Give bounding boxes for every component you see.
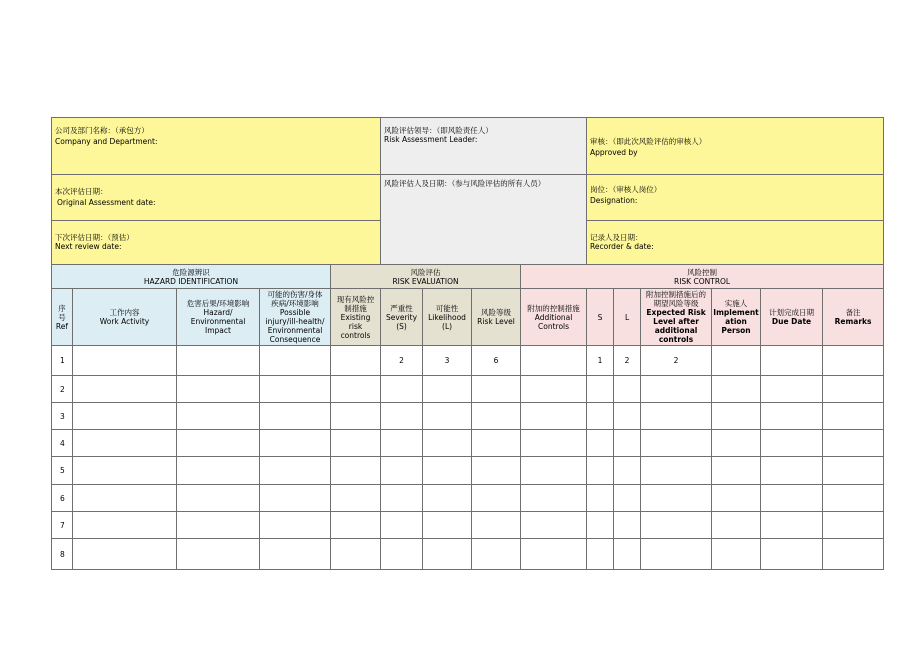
- company-cell[interactable]: [52, 118, 381, 175]
- col-duedate-zh: 计划完成日期: [769, 308, 815, 317]
- col-header-consequence: [260, 289, 331, 346]
- col-header-remarks: [823, 289, 884, 346]
- col-expected-en2: Level after: [653, 317, 699, 326]
- cell-additional-controls[interactable]: [521, 430, 587, 457]
- cell-remarks[interactable]: [823, 457, 884, 485]
- col-header-hazard: [177, 289, 260, 346]
- col-remarks-zh: 备注: [845, 308, 861, 317]
- table-row: [52, 346, 884, 376]
- cell-s[interactable]: [587, 430, 614, 457]
- recorder-label-zh: 记录人及日期：: [590, 233, 643, 242]
- col-additional-zh: 附加的控制措施: [527, 303, 580, 313]
- approved-label-en: Approved by: [590, 148, 638, 157]
- cell-consequence[interactable]: [260, 376, 331, 403]
- cell-existing-controls[interactable]: [331, 346, 381, 376]
- cell-existing-controls[interactable]: [331, 457, 381, 485]
- cell-implementation-person[interactable]: [712, 512, 761, 539]
- cell-work-activity[interactable]: [73, 376, 177, 403]
- col-severity-en2: (S): [396, 321, 407, 331]
- table-row: [52, 485, 884, 512]
- cell-work-activity[interactable]: [73, 430, 177, 457]
- approved-cell[interactable]: [587, 118, 884, 175]
- cell-implementation-person[interactable]: [712, 457, 761, 485]
- cell-severity[interactable]: [381, 403, 423, 430]
- recorder-label-en: Recorder & date:: [590, 242, 654, 251]
- cell-likelihood[interactable]: [423, 403, 472, 430]
- recorder-cell[interactable]: [587, 221, 884, 265]
- col-risklevel-zh: 风险等级: [481, 308, 512, 317]
- cell-additional-controls[interactable]: [521, 485, 587, 512]
- cell-remarks[interactable]: [823, 512, 884, 539]
- cell-likelihood[interactable]: [423, 485, 472, 512]
- cell-s[interactable]: [587, 376, 614, 403]
- leader-label-en: Risk Assessment Leader:: [384, 135, 478, 144]
- cell-additional-controls[interactable]: [521, 457, 587, 485]
- cell-l[interactable]: 2: [614, 346, 641, 376]
- cell-s[interactable]: [587, 539, 614, 570]
- company-label-en: Company and Department:: [55, 137, 158, 146]
- cell-additional-controls[interactable]: [521, 376, 587, 403]
- col-severity-zh: 严重性: [390, 303, 413, 313]
- col-additional-en2: Controls: [538, 321, 570, 331]
- cell-existing-controls[interactable]: [331, 539, 381, 570]
- col-header-l: [614, 289, 641, 346]
- cell-risk-level[interactable]: [472, 512, 521, 539]
- cell-l[interactable]: [614, 430, 641, 457]
- cell-severity[interactable]: [381, 430, 423, 457]
- col-ref-zh2: 号: [58, 312, 66, 322]
- section-hazard-en: HAZARD IDENTIFICATION: [143, 276, 239, 286]
- designation-label-zh: 岗位：（审核人岗位）: [590, 185, 662, 194]
- cell-remarks[interactable]: [823, 346, 884, 376]
- col-s-label: S: [597, 312, 603, 322]
- orig-date-label-zh: 本次评估日期：: [55, 187, 108, 196]
- cell-likelihood[interactable]: [423, 430, 472, 457]
- cell-expected-risk[interactable]: [641, 539, 712, 570]
- cell-work-activity[interactable]: [73, 346, 177, 376]
- cell-l[interactable]: [614, 457, 641, 485]
- cell-remarks[interactable]: [823, 485, 884, 512]
- cell-due-date[interactable]: [761, 512, 823, 539]
- col-activity-zh: 工作内容: [109, 308, 140, 317]
- cell-work-activity[interactable]: [73, 485, 177, 512]
- col-conseq-en3: Environmental: [267, 326, 323, 335]
- cell-ref: 4: [52, 430, 73, 457]
- cell-ref: 7: [52, 512, 73, 539]
- col-implement-en1: Implement: [713, 308, 759, 317]
- cell-severity[interactable]: [381, 457, 423, 485]
- cell-due-date[interactable]: [761, 346, 823, 376]
- col-ref-en: Ref: [55, 321, 69, 331]
- cell-s[interactable]: [587, 457, 614, 485]
- col-existing-zh2: 制措施: [344, 303, 367, 313]
- cell-implementation-person[interactable]: [712, 485, 761, 512]
- cell-s[interactable]: [587, 485, 614, 512]
- cell-remarks[interactable]: [823, 403, 884, 430]
- col-expected-en3: additional: [654, 326, 698, 335]
- cell-expected-risk[interactable]: [641, 430, 712, 457]
- cell-hazard[interactable]: [177, 430, 260, 457]
- col-conseq-zh2: 疾病/环境影响: [271, 299, 319, 308]
- cell-consequence[interactable]: [260, 457, 331, 485]
- section-hazard-identification: [52, 265, 331, 289]
- cell-expected-risk[interactable]: [641, 403, 712, 430]
- cell-l[interactable]: [614, 485, 641, 512]
- cell-hazard[interactable]: [177, 512, 260, 539]
- cell-additional-controls[interactable]: [521, 539, 587, 570]
- col-existing-zh1: 现有风险控: [336, 294, 375, 304]
- col-header-additional-controls: [521, 289, 587, 346]
- cell-severity[interactable]: [381, 512, 423, 539]
- assessors-label-zh: 风险评估人及日期：（参与风险评估的所有人员）: [384, 179, 546, 188]
- cell-ref: 1: [52, 346, 73, 376]
- cell-risk-level[interactable]: [472, 485, 521, 512]
- cell-risk-level[interactable]: 6: [472, 346, 521, 376]
- table-row: [52, 512, 884, 539]
- section-control-en: RISK CONTROL: [674, 276, 731, 286]
- cell-hazard[interactable]: [177, 485, 260, 512]
- section-risk-control: [521, 265, 884, 289]
- cell-risk-level[interactable]: [472, 430, 521, 457]
- cell-existing-controls[interactable]: [331, 403, 381, 430]
- cell-due-date[interactable]: [761, 539, 823, 570]
- col-existing-en2: risk: [348, 321, 363, 331]
- approved-label-zh: 审核：（即此次风险评估的审核人）: [590, 137, 707, 146]
- cell-implementation-person[interactable]: [712, 539, 761, 570]
- cell-due-date[interactable]: [761, 457, 823, 485]
- cell-severity[interactable]: 2: [381, 346, 423, 376]
- cell-consequence[interactable]: [260, 485, 331, 512]
- col-header-s: [587, 289, 614, 346]
- cell-existing-controls[interactable]: [331, 512, 381, 539]
- col-header-ref: [52, 289, 73, 346]
- cell-due-date[interactable]: [761, 376, 823, 403]
- col-remarks-en: Remarks: [834, 317, 872, 326]
- cell-expected-risk[interactable]: [641, 376, 712, 403]
- cell-ref: 5: [52, 457, 73, 485]
- cell-likelihood[interactable]: [423, 376, 472, 403]
- cell-implementation-person[interactable]: [712, 403, 761, 430]
- col-header-existing-controls: [331, 289, 381, 346]
- cell-s[interactable]: 1: [587, 346, 614, 376]
- col-hazard-en1: Hazard/: [203, 308, 233, 317]
- cell-risk-level[interactable]: [472, 403, 521, 430]
- cell-consequence[interactable]: [260, 539, 331, 570]
- col-conseq-en4: Consequence: [269, 335, 321, 344]
- cell-hazard[interactable]: [177, 376, 260, 403]
- cell-hazard[interactable]: [177, 346, 260, 376]
- col-implement-en2: ation: [725, 317, 747, 326]
- col-expected-en1: Expected Risk: [646, 308, 706, 317]
- col-header-due-date: [761, 289, 823, 346]
- section-eval-zh: 风险评估: [410, 267, 441, 277]
- col-expected-en4: controls: [658, 335, 694, 344]
- col-implement-zh: 实施人: [724, 299, 748, 308]
- table-row: [52, 430, 884, 457]
- col-severity-en1: Severity: [386, 312, 418, 322]
- col-hazard-zh: 危害后果/环境影响: [186, 299, 250, 308]
- cell-ref: 8: [52, 539, 73, 570]
- col-hazard-en2: Environmental: [190, 317, 246, 326]
- cell-hazard[interactable]: [177, 457, 260, 485]
- col-likelihood-en2: (L): [442, 321, 453, 331]
- cell-l[interactable]: [614, 512, 641, 539]
- section-risk-evaluation: [331, 265, 521, 289]
- cell-remarks[interactable]: [823, 430, 884, 457]
- col-expected-zh2: 期望风险等级: [653, 299, 699, 308]
- cell-existing-controls[interactable]: [331, 485, 381, 512]
- col-implement-en3: Person: [721, 326, 751, 335]
- cell-expected-risk[interactable]: 2: [641, 346, 712, 376]
- cell-ref: 6: [52, 485, 73, 512]
- designation-cell[interactable]: [587, 175, 884, 221]
- cell-remarks[interactable]: [823, 539, 884, 570]
- leader-label-zh: 风险评估领导：（即风险责任人）: [384, 126, 493, 135]
- cell-severity[interactable]: [381, 485, 423, 512]
- cell-l[interactable]: [614, 539, 641, 570]
- cell-consequence[interactable]: [260, 512, 331, 539]
- col-header-work-activity: [73, 289, 177, 346]
- cell-additional-controls[interactable]: [521, 512, 587, 539]
- cell-likelihood[interactable]: [423, 539, 472, 570]
- cell-s[interactable]: [587, 403, 614, 430]
- section-eval-en: RISK EVALUATION: [392, 276, 459, 286]
- cell-work-activity[interactable]: [73, 457, 177, 485]
- cell-work-activity[interactable]: [73, 403, 177, 430]
- cell-likelihood[interactable]: [423, 512, 472, 539]
- cell-risk-level[interactable]: [472, 457, 521, 485]
- cell-remarks[interactable]: [823, 376, 884, 403]
- orig-date-label-en: Original Assessment date:: [57, 198, 156, 207]
- cell-l[interactable]: [614, 403, 641, 430]
- table-row: [52, 376, 884, 403]
- cell-severity[interactable]: [381, 376, 423, 403]
- cell-consequence[interactable]: [260, 403, 331, 430]
- col-risklevel-en: Risk Level: [477, 317, 515, 326]
- cell-expected-risk[interactable]: [641, 457, 712, 485]
- col-l-label: L: [624, 312, 630, 322]
- col-ref-zh1: 序: [58, 303, 66, 313]
- cell-existing-controls[interactable]: [331, 376, 381, 403]
- section-hazard-zh: 危险源辨识: [172, 267, 210, 277]
- next-review-label-en: Next review date:: [55, 242, 122, 251]
- col-existing-en1: Existing: [340, 312, 371, 322]
- col-likelihood-en1: Likelihood: [428, 312, 466, 322]
- cell-hazard[interactable]: [177, 403, 260, 430]
- col-header-implementation-person: [712, 289, 761, 346]
- cell-due-date[interactable]: [761, 485, 823, 512]
- cell-likelihood[interactable]: 3: [423, 346, 472, 376]
- cell-implementation-person[interactable]: [712, 376, 761, 403]
- designation-label-en: Designation:: [590, 196, 638, 205]
- cell-severity[interactable]: [381, 539, 423, 570]
- col-conseq-zh1: 可能的伤害/身体: [267, 290, 323, 299]
- cell-consequence[interactable]: [260, 430, 331, 457]
- col-header-likelihood: [423, 289, 472, 346]
- cell-work-activity[interactable]: [73, 539, 177, 570]
- cell-ref: 2: [52, 376, 73, 403]
- section-control-zh: 风险控制: [687, 267, 718, 277]
- next-review-label-zh: 下次评估日期：（预估）: [55, 233, 134, 242]
- cell-risk-level[interactable]: [472, 539, 521, 570]
- col-header-risk-level: [472, 289, 521, 346]
- col-additional-en1: Additional: [534, 312, 573, 322]
- cell-ref: 3: [52, 403, 73, 430]
- assessors-cell[interactable]: [381, 175, 587, 265]
- cell-existing-controls[interactable]: [331, 430, 381, 457]
- col-header-severity: [381, 289, 423, 346]
- col-activity-en: Work Activity: [99, 317, 150, 326]
- cell-expected-risk[interactable]: [641, 512, 712, 539]
- cell-due-date[interactable]: [761, 430, 823, 457]
- col-hazard-en3: Impact: [205, 326, 231, 335]
- cell-l[interactable]: [614, 376, 641, 403]
- col-likelihood-zh: 可能性: [435, 303, 459, 313]
- cell-work-activity[interactable]: [73, 512, 177, 539]
- cell-additional-controls[interactable]: [521, 346, 587, 376]
- col-conseq-en2: injury/ill-health/: [265, 317, 325, 326]
- cell-risk-level[interactable]: [472, 376, 521, 403]
- leader-cell[interactable]: [381, 118, 587, 175]
- col-existing-en3: controls: [340, 330, 371, 340]
- next-review-cell[interactable]: [52, 221, 381, 265]
- company-label-zh: 公司及部门名称：（承包方）: [55, 126, 149, 135]
- table-row: [52, 539, 884, 570]
- cell-additional-controls[interactable]: [521, 403, 587, 430]
- cell-likelihood[interactable]: [423, 457, 472, 485]
- col-conseq-en1: Possible: [279, 308, 311, 317]
- col-duedate-en: Due Date: [771, 317, 812, 326]
- table-row: [52, 457, 884, 485]
- orig-date-cell[interactable]: [52, 175, 381, 221]
- cell-implementation-person[interactable]: [712, 346, 761, 376]
- cell-due-date[interactable]: [761, 403, 823, 430]
- table-row: [52, 403, 884, 430]
- col-header-expected-risk: [641, 289, 712, 346]
- cell-s[interactable]: [587, 512, 614, 539]
- cell-expected-risk[interactable]: [641, 485, 712, 512]
- cell-implementation-person[interactable]: [712, 430, 761, 457]
- risk-assessment-form: [51, 117, 884, 570]
- col-expected-zh1: 附加控制措施后的: [646, 290, 707, 299]
- cell-consequence[interactable]: [260, 346, 331, 376]
- cell-hazard[interactable]: [177, 539, 260, 570]
